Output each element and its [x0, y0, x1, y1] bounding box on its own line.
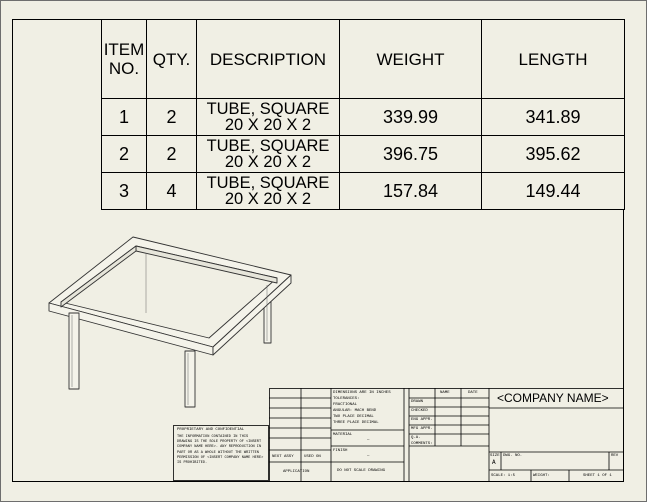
- header-weight: WEIGHT: [340, 20, 482, 99]
- name-header: NAME: [440, 391, 450, 395]
- cell-weight: 157.84: [340, 173, 482, 210]
- table-row: [102, 99, 625, 136]
- role-qa: Q.A.: [411, 436, 421, 440]
- used-on-label: USED ON: [304, 455, 321, 459]
- bom-header-row: [102, 20, 625, 99]
- finish-value: —: [367, 454, 370, 458]
- application-label: APPLICATION: [283, 470, 310, 474]
- size-label: SIZE: [490, 454, 500, 458]
- cell-qty: 2: [147, 136, 197, 173]
- tolerance-line: FRACTIONAL: [333, 403, 358, 407]
- cell-description: TUBE, SQUARE 20 X 20 X 2: [197, 136, 340, 173]
- bill-of-materials-table: [101, 19, 625, 210]
- material-label: MATERIAL: [333, 433, 353, 437]
- isometric-frame-view: [41, 231, 301, 421]
- material-value: —: [367, 438, 370, 442]
- tolerance-line: THREE PLACE DECIMAL: [333, 421, 379, 425]
- cell-item: 1: [102, 99, 147, 136]
- weight-label: WEIGHT:: [533, 474, 550, 478]
- cell-length: 395.62: [482, 136, 625, 173]
- header-description: DESCRIPTION: [197, 20, 340, 99]
- date-header: DATE: [468, 391, 478, 395]
- header-qty: QTY.: [147, 20, 197, 99]
- tolerance-line: TOLERANCES:: [333, 397, 360, 401]
- cell-qty: 2: [147, 99, 197, 136]
- rev-label: REV: [611, 454, 619, 458]
- cell-length: 149.44: [482, 173, 625, 210]
- company-name: <COMPANY NAME>: [497, 391, 609, 405]
- cell-item: 3: [102, 173, 147, 210]
- header-item-no: ITEM NO.: [102, 20, 147, 99]
- role-eng-appr: ENG APPR.: [411, 418, 433, 422]
- cell-description: TUBE, SQUARE 20 X 20 X 2: [197, 99, 340, 136]
- title-block: [269, 388, 624, 482]
- comments-label: COMMENTS:: [411, 442, 433, 446]
- cell-length: 341.89: [482, 99, 625, 136]
- tolerance-line: ANGULAR: MACH BEND: [333, 409, 377, 413]
- scale-label: SCALE: 1:5: [491, 474, 516, 478]
- dwg-no-label: DWG. NO.: [503, 454, 523, 458]
- cell-description: TUBE, SQUARE 20 X 20 X 2: [197, 173, 340, 210]
- next-assy-label: NEXT ASSY: [272, 455, 294, 459]
- header-length: LENGTH: [482, 20, 625, 99]
- confidential-notice: [173, 425, 269, 481]
- sheet-label: SHEET 1 OF 1: [583, 474, 612, 478]
- tolerance-line: DIMENSIONS ARE IN INCHES: [333, 391, 391, 395]
- table-row: [102, 136, 625, 173]
- cell-weight: 339.99: [340, 99, 482, 136]
- role-drawn: DRAWN: [411, 400, 424, 404]
- confidential-body: THE INFORMATION CONTAINED IN THIS DRAWING IS THE SOLE PROPERTY OF <INSERT COMPANY NAME HERE>. ANY REPRODUCTION IN PART OR AS A WHOLE WITHOUT THE WRITTEN PERMISSION OF <INSERT COMPANY NAME HERE> IS PROHIBITED.: [177, 435, 264, 466]
- tolerance-line: TWO PLACE DECIMAL: [333, 415, 374, 419]
- role-checked: CHECKED: [411, 409, 428, 413]
- finish-label: FINISH: [333, 449, 348, 453]
- cell-qty: 4: [147, 173, 197, 210]
- role-mfg-appr: MFG APPR.: [411, 427, 433, 431]
- confidential-title: PROPRIETARY AND CONFIDENTIAL: [177, 428, 245, 432]
- cell-weight: 396.75: [340, 136, 482, 173]
- size-value: A: [492, 459, 496, 466]
- cell-item: 2: [102, 136, 147, 173]
- do-not-scale-label: DO NOT SCALE DRAWING: [337, 469, 386, 473]
- table-row: [102, 173, 625, 210]
